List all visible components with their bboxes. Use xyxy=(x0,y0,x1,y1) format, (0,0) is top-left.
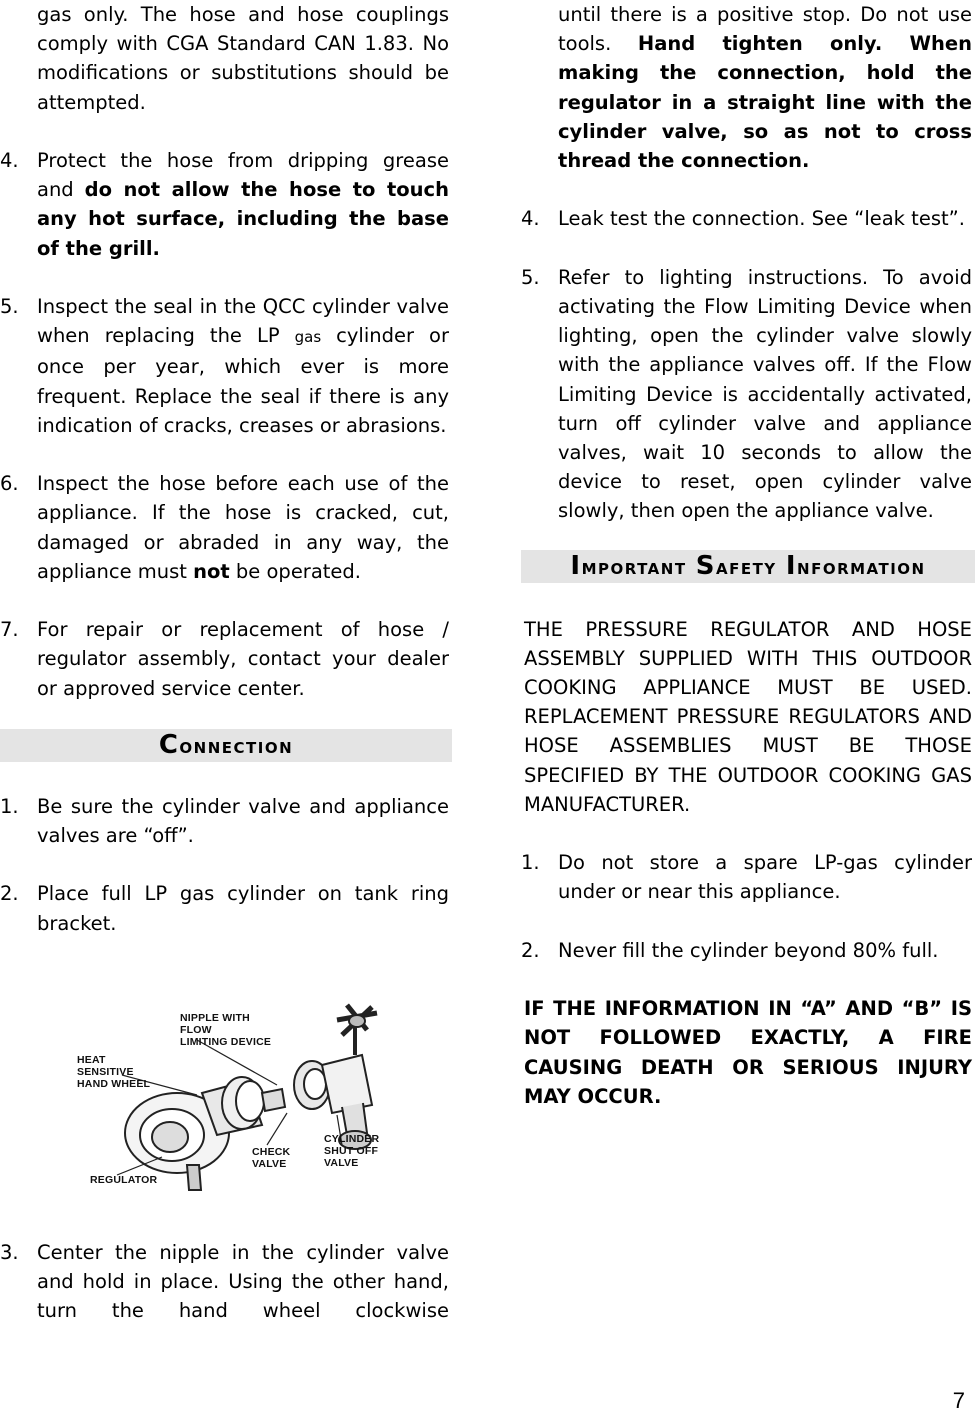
regulator-connection-diagram xyxy=(37,985,417,1200)
item-text: Inspect the hose before each use of the appliance. If the hose is cracked, cut, damaged or abraded in any way, the appliance must xyxy=(37,472,449,583)
label-check-valve: CHECK VALVE xyxy=(252,1146,291,1170)
item-number: 5. xyxy=(0,295,19,318)
item-number: 5. xyxy=(521,265,540,289)
connection-item-2 xyxy=(0,879,449,937)
label-heat-sensitive-hand-wheel: HEAT SENSITIVE HAND WHEEL xyxy=(77,1054,151,1090)
item-text: Center the nipple in the cylinder valve and hold in place. Using the other hand, turn the hand wheel clockwise xyxy=(37,1241,449,1323)
connection-item-5 xyxy=(521,263,972,526)
item-bold-text: not xyxy=(193,559,230,583)
item-bold-text: Hand tighten only. When making the connection, hold the regulator in a straight line with the cylinder valve, so as not to cross thread the connection. xyxy=(558,32,972,173)
item-text-cont: be operated. xyxy=(229,559,361,583)
fire-warning: IF THE INFORMATION IN “A” AND “B” IS NOT FOLLOWED EXACTLY, A FIRE CAUSING DEATH OR SERIOUS INJURY MAY OCCUR. xyxy=(524,997,972,1108)
list-item-5 xyxy=(0,292,449,440)
heading-cap: C xyxy=(158,729,180,760)
item-number: 6. xyxy=(0,472,19,496)
safety-item-1 xyxy=(521,848,972,906)
left-column xyxy=(0,0,452,1323)
item-text: Inspect the seal in the QCC cylinder valve when replacing the LP xyxy=(37,295,449,348)
item-text: until there is a positive stop. Do not use tools. xyxy=(558,3,972,56)
intro-paragraph: gas only. The hose and hose couplings comply with CGA Standard CAN 1.83. No modifications or substitutions should be attempted. xyxy=(37,3,449,114)
item-text: Refer to lighting instructions. To avoid activating the Flow Limiting Device when lighting, open the cylinder valve slowly with the appliance valves off. If the Flow Limiting Device is accidentally activated, turn off cylinder valve and appliance valves, wait 10 seconds to allow the device to reset, open cylinder valve slowly, then open the appliance valve. xyxy=(558,265,972,523)
item-text: Protect the hose from dripping grease and xyxy=(37,149,449,202)
item-number: 4. xyxy=(521,207,540,231)
item-bold-text: do not allow the hose to touch any hot surface, including the base of the grill. xyxy=(37,178,449,260)
important-safety-information-heading xyxy=(521,550,975,583)
item-number: 3. xyxy=(0,1241,19,1264)
heading-cap: I xyxy=(785,550,798,581)
item-number: 2. xyxy=(0,882,19,906)
label-regulator: REGULATOR xyxy=(90,1174,158,1186)
heading-word: mportant xyxy=(581,554,696,580)
list-item-7 xyxy=(0,615,449,703)
list-item-6 xyxy=(0,469,449,586)
heading-word: nformation xyxy=(797,554,926,580)
connection-item-4 xyxy=(521,204,972,233)
item-text: Place full LP gas cylinder on tank ring bracket. xyxy=(37,882,449,935)
label-nipple-flow-limiting: NIPPLE WITH FLOW LIMITING DEVICE xyxy=(180,1012,272,1048)
connection-item-1 xyxy=(0,792,449,850)
safety-paragraph: THE PRESSURE REGULATOR AND HOSE ASSEMBLY SUPPLIED WITH THIS OUTDOOR COOKING APPLIANCE MUST BE USED. REPLACEMENT PRESSURE REGULATORS AND HOSE ASSEMBLIES MUST BE THOSE SPECIFIED BY THE OUTDOOR COOKING GAS MANUFACTURER. xyxy=(524,617,972,816)
item-number: 7. xyxy=(0,618,19,642)
item-number: 1. xyxy=(0,794,19,818)
right-column xyxy=(521,0,975,1111)
item-small-text: gas xyxy=(294,328,322,347)
item-text: Do not store a spare LP-gas cylinder under or near this appliance. xyxy=(558,851,972,904)
connection-item-3 xyxy=(0,1238,449,1326)
item-text: Leak test the connection. See “leak test”. xyxy=(558,207,965,231)
heading-cap: I xyxy=(570,550,582,581)
heading-word: afety xyxy=(715,554,786,580)
item-text: Never fill the cylinder beyond 80% full. xyxy=(558,938,939,962)
connection-heading xyxy=(0,729,452,762)
safety-item-2 xyxy=(521,936,972,965)
item-number: 4. xyxy=(0,149,19,172)
heading-rest: onnection xyxy=(179,733,294,759)
item-text: For repair or replacement of hose / regulator assembly, contact your dealer or approved service center. xyxy=(37,618,449,700)
item-number: 2. xyxy=(521,938,540,962)
heading-cap: S xyxy=(695,550,716,581)
connection-item-3-continued xyxy=(521,0,972,175)
item-number: 1. xyxy=(521,851,540,875)
page-number: 7 xyxy=(952,1388,965,1413)
list-item-4 xyxy=(0,146,449,263)
label-cylinder-shut-off-valve: CYLINDER SHUT OFF VALVE xyxy=(324,1133,380,1169)
item-text: Be sure the cylinder valve and appliance valves are “off”. xyxy=(37,794,449,848)
item-text-cont: cylinder or once per year, which ever is more frequent. Replace the seal if there is any indication of cracks, creases or abrasions. xyxy=(37,324,449,437)
